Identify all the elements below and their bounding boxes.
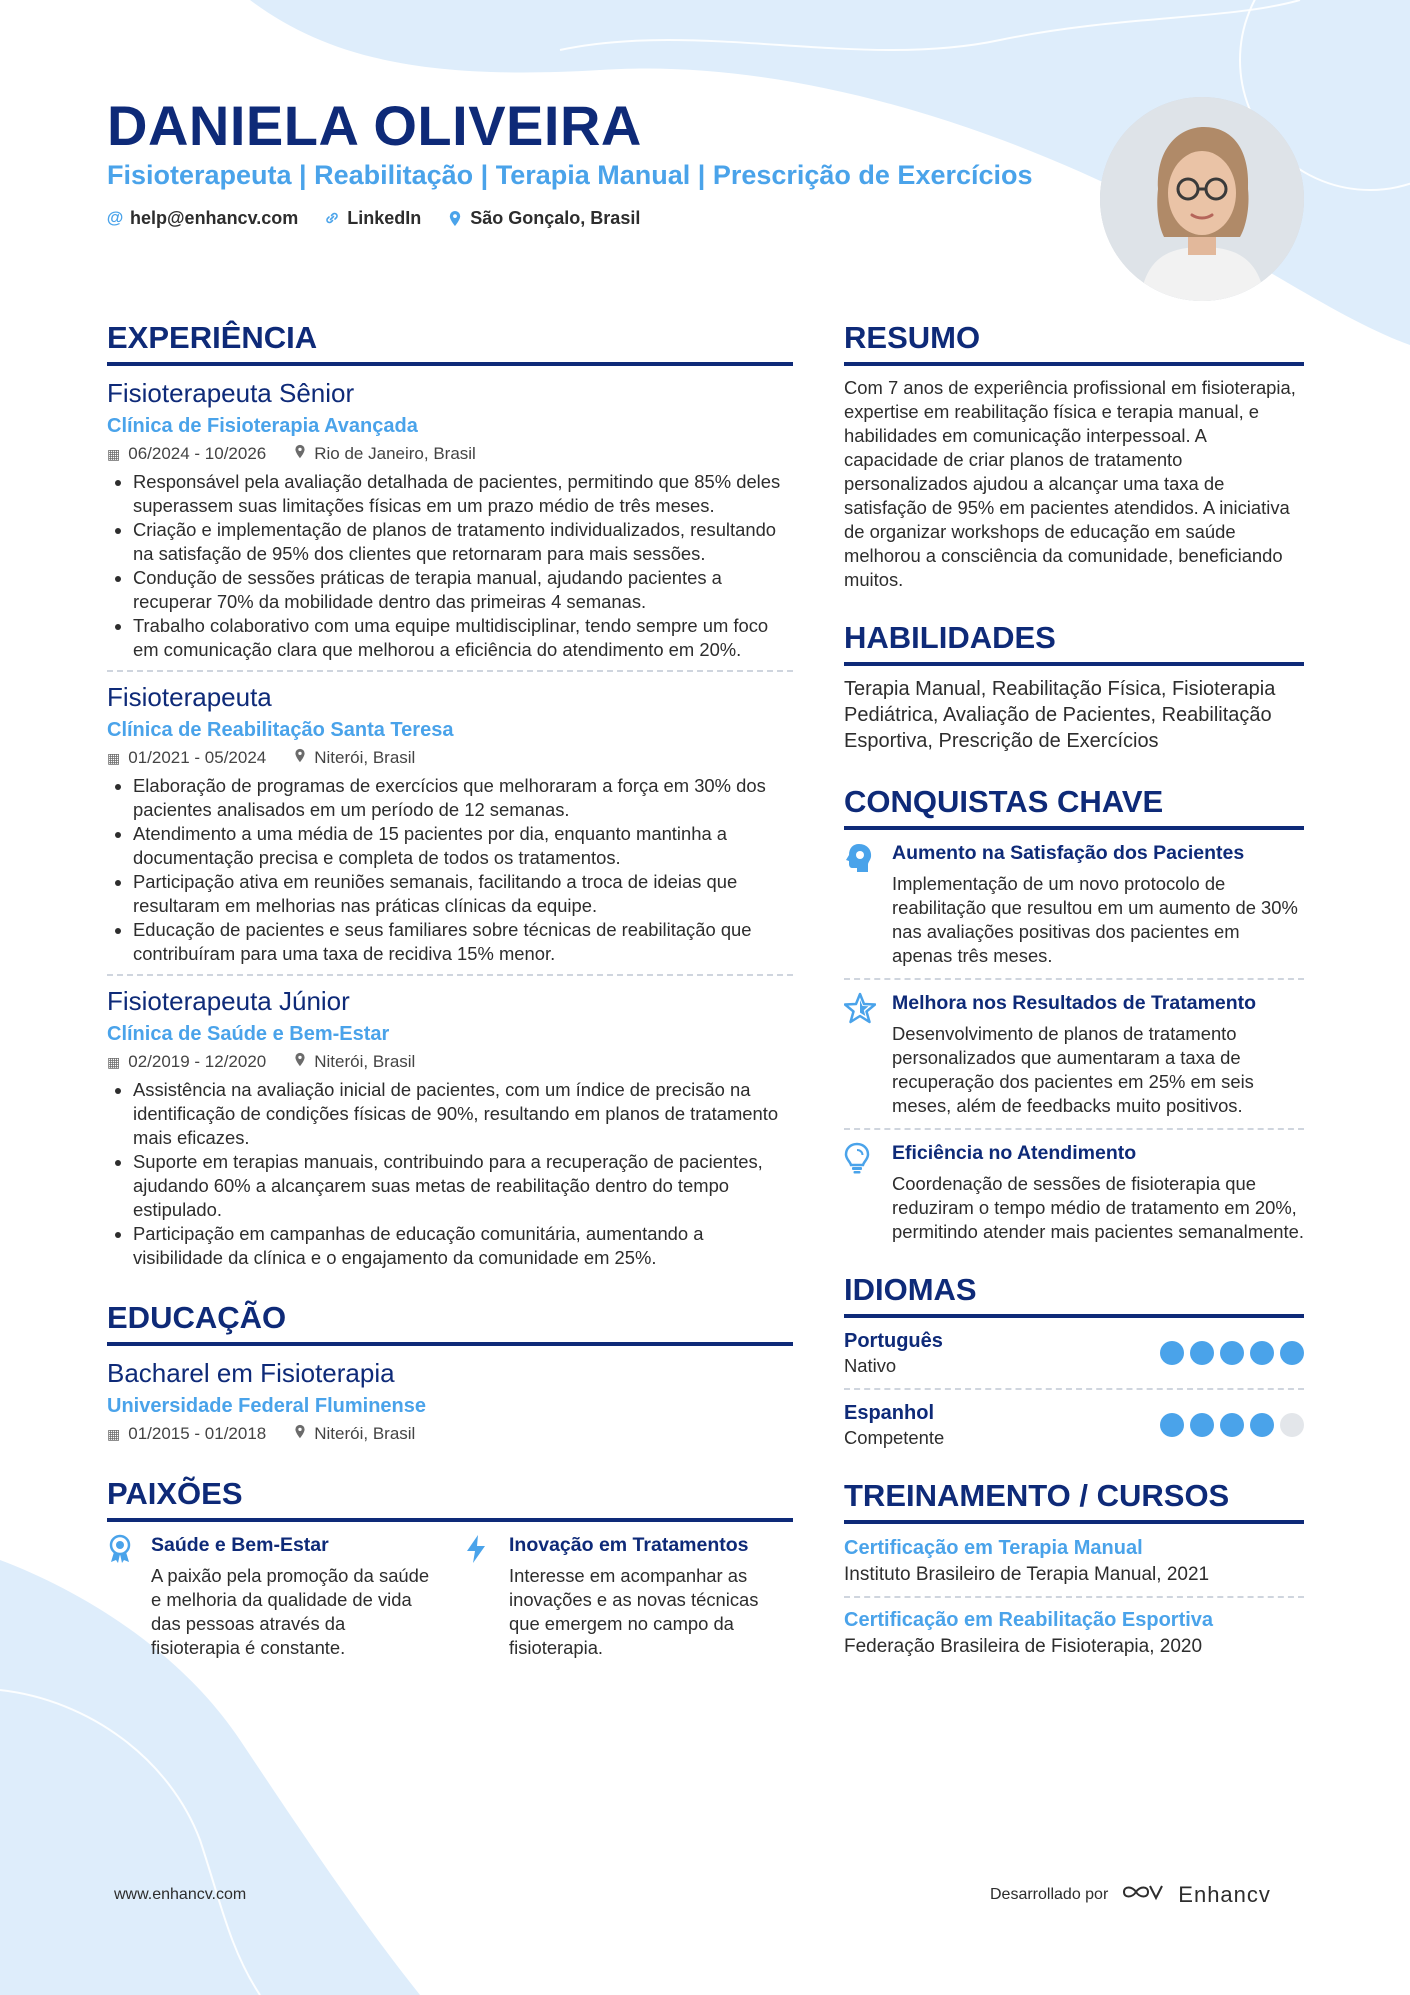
- company-name: Clínica de Reabilitação Santa Teresa: [107, 719, 454, 741]
- calendar-icon: ▦: [107, 446, 121, 462]
- bullet: • Atendimento a uma média de 15 pacientes por dia, enquanto mantinha a documentação precisa e completa de todos os tratamentos.: [133, 822, 793, 870]
- company-name: Clínica de Saúde e Bem-Estar: [107, 1023, 390, 1045]
- brand-name: Enhancv: [1178, 1881, 1271, 1907]
- calendar-icon: ▦: [107, 1426, 121, 1442]
- location-icon: [294, 1422, 306, 1446]
- right-column: [844, 318, 1304, 1660]
- language-level: Competente: [844, 1427, 945, 1448]
- rating-dot: [1160, 1413, 1184, 1437]
- job-title: Fisioterapeuta Sênior: [107, 378, 355, 408]
- education-meta: [107, 1422, 793, 1446]
- enhancv-logo-icon: [1120, 1880, 1166, 1909]
- contact-linkedin[interactable]: [324, 206, 421, 230]
- location-icon: [294, 442, 306, 466]
- divider: [844, 978, 1304, 980]
- powered-by-text: Desarrollado por: [990, 1885, 1109, 1903]
- bullet: • Trabalho colaborativo com uma equipe multidisciplinar, tendo sempre um foco em comunicação clara que melhorou a eficiência do atendimento em 20%.: [133, 614, 793, 662]
- bullet: • Criação e implementação de planos de tratamento individualizados, resultando na satisfação de 95% dos clientes que retornaram para mais sessões.: [133, 518, 793, 566]
- bullet: • Participação em campanhas de educação comunitária, aumentando a visibilidade da clínica e o engajamento da comunidade em 25%.: [133, 1222, 793, 1270]
- skills-text: Terapia Manual, Reabilitação Física, Fisioterapia Pediátrica, Avaliação de Pacientes, Reabilitação Esportiva, Prescrição de Exercícios: [844, 678, 1276, 752]
- job-dates: 06/2024 - 10/2026: [128, 444, 267, 463]
- experience-title: EXPERIÊNCIA: [107, 318, 793, 366]
- rating-dot: [1190, 1341, 1214, 1365]
- job-title: Fisioterapeuta: [107, 682, 272, 712]
- language-rating: [1160, 1413, 1304, 1437]
- job-entry: [107, 680, 793, 966]
- achievements-title: CONQUISTAS CHAVE: [844, 782, 1304, 830]
- link-icon: [324, 210, 340, 226]
- job-location: Rio de Janeiro, Brasil: [314, 444, 476, 463]
- passion-desc: A paixão pela promoção da saúde e melhoria da qualidade de vida das pessoas através da fisioterapia é constante.: [151, 1565, 430, 1658]
- rating-dot: [1250, 1341, 1274, 1365]
- passion-desc: Interesse em acompanhar as inovações e as novas técnicas que emergem no campo da fisioterapia.: [509, 1565, 759, 1658]
- medal-icon: [107, 1532, 135, 1660]
- bullet: • Assistência na avaliação inicial de pacientes, com um índice de precisão na identificação de condições físicas de 90%, resultando em planos de tratamento mais eficazes.: [133, 1078, 793, 1150]
- language-item: [844, 1328, 1304, 1378]
- course-item: [844, 1606, 1304, 1660]
- rating-dot: [1160, 1341, 1184, 1365]
- summary-text: Com 7 anos de experiência profissional em fisioterapia, expertise em reabilitação física e terapia manual, e habilidades em comunicação interpessoal. A capacidade de criar planos de tratamento personalizados ajudou a alcançar uma taxa de satisfação de 95% em pacientes atendidos. A iniciativa de organizar workshops de educação em saúde melhorou a consciência da comunidade, beneficiando muitos.: [844, 377, 1296, 590]
- achievement-item: [844, 1140, 1304, 1244]
- footer-website[interactable]: www.enhancv.com: [114, 1886, 247, 1903]
- job-title: Fisioterapeuta Júnior: [107, 986, 350, 1016]
- profile-photo: [1100, 97, 1304, 301]
- passion-item: [107, 1532, 435, 1660]
- job-meta: [107, 442, 793, 466]
- bullet: • Elaboração de programas de exercícios que melhoraram a força em 30% dos pacientes analisados em um período de 12 semanas.: [133, 774, 793, 822]
- achievement-desc: Coordenação de sessões de fisioterapia que reduziram o tempo médio de tratamento em 20%, permitindo atender mais pacientes semanalmente.: [892, 1173, 1304, 1242]
- rating-dot: [1280, 1413, 1304, 1437]
- bullet: • Educação de pacientes e seus familiares sobre técnicas de reabilitação que contribuíram para uma taxa de recidiva 15% menor.: [133, 918, 793, 966]
- course-institution: Instituto Brasileiro de Terapia Manual, 2021: [844, 1564, 1210, 1585]
- footer-branding: [990, 1880, 1271, 1909]
- job-bullets: [107, 774, 793, 966]
- achievement-title: Aumento na Satisfação dos Pacientes: [892, 842, 1245, 864]
- achievement-item: [844, 990, 1304, 1118]
- education-dates: 01/2015 - 01/2018: [128, 1424, 267, 1443]
- rating-dot: [1250, 1413, 1274, 1437]
- job-dates: 01/2021 - 05/2024: [128, 748, 267, 767]
- bullet: • Condução de sessões práticas de terapia manual, ajudando pacientes a recuperar 70% da mobilidade dentro das primeiras 4 semanas.: [133, 566, 793, 614]
- bullet: • Participação ativa em reuniões semanais, facilitando a troca de ideias que resultaram em melhorias nas práticas clínicas da equipe.: [133, 870, 793, 918]
- education-title: EDUCAÇÃO: [107, 1298, 793, 1346]
- job-bullets: [107, 470, 793, 662]
- job-meta: [107, 1050, 793, 1074]
- languages-title: IDIOMAS: [844, 1270, 1304, 1318]
- contact-list: [107, 206, 640, 230]
- bullet: • Responsável pela avaliação detalhada de pacientes, permitindo que 85% deles superassem suas limitações físicas em um prazo médio de três meses.: [133, 470, 793, 518]
- contact-email[interactable]: [107, 206, 298, 230]
- divider: [844, 1128, 1304, 1130]
- education-entry: [107, 1356, 793, 1446]
- job-meta: [107, 746, 793, 770]
- course-title: Certificação em Terapia Manual: [844, 1537, 1143, 1559]
- headline: Fisioterapeuta | Reabilitação | Terapia Manual | Prescrição de Exercícios: [107, 160, 1033, 190]
- job-location: Niterói, Brasil: [314, 748, 416, 767]
- degree: Bacharel em Fisioterapia: [107, 1358, 395, 1388]
- star-icon: [844, 990, 878, 1118]
- location-icon: [294, 746, 306, 770]
- rating-dot: [1220, 1341, 1244, 1365]
- contact-location-text: São Gonçalo, Brasil: [470, 208, 641, 228]
- language-level: Nativo: [844, 1355, 897, 1376]
- achievement-item: [844, 840, 1304, 968]
- divider: [107, 670, 793, 672]
- bullet: • Suporte em terapias manuais, contribuindo para a recuperação de pacientes, ajudando 60% a alcançarem suas metas de reabilitação dentro do tempo estipulado.: [133, 1150, 793, 1222]
- divider: [844, 1388, 1304, 1390]
- lightbulb-icon: [844, 1140, 878, 1244]
- passion-title: Inovação em Tratamentos: [509, 1534, 749, 1556]
- achievement-desc: Desenvolvimento de planos de tratamento personalizados que aumentaram a taxa de recuperação dos pacientes em 25% em seis meses, além de feedbacks muito positivos.: [892, 1023, 1254, 1116]
- contact-linkedin-text: LinkedIn: [347, 208, 422, 228]
- lightning-icon: [465, 1532, 493, 1660]
- contact-location: [447, 206, 640, 230]
- rating-dot: [1280, 1341, 1304, 1365]
- divider: [107, 974, 793, 976]
- company-name: Clínica de Fisioterapia Avançada: [107, 415, 418, 437]
- passion-item: [465, 1532, 793, 1660]
- passions-list: [107, 1532, 793, 1660]
- achievement-title: Melhora nos Resultados de Tratamento: [892, 992, 1257, 1014]
- language-name: Espanhol: [844, 1402, 935, 1424]
- job-location: Niterói, Brasil: [314, 1052, 416, 1071]
- training-title: TREINAMENTO / CURSOS: [844, 1476, 1304, 1524]
- location-icon: [447, 210, 463, 227]
- contact-email-text: help@enhancv.com: [130, 208, 299, 228]
- passion-title: Saúde e Bem-Estar: [151, 1534, 329, 1556]
- language-rating: [1160, 1341, 1304, 1365]
- calendar-icon: ▦: [107, 750, 121, 766]
- course-title: Certificação em Reabilitação Esportiva: [844, 1609, 1214, 1631]
- job-bullets: [107, 1078, 793, 1270]
- language-item: [844, 1400, 1304, 1450]
- language-name: Português: [844, 1330, 943, 1352]
- rating-dot: [1220, 1413, 1244, 1437]
- calendar-icon: ▦: [107, 1054, 121, 1070]
- location-icon: [294, 1050, 306, 1074]
- education-location: Niterói, Brasil: [314, 1424, 416, 1443]
- summary-title: RESUMO: [844, 318, 1304, 366]
- rating-dot: [1190, 1413, 1214, 1437]
- job-entry: [107, 984, 793, 1270]
- job-entry: [107, 376, 793, 662]
- achievement-title: Eficiência no Atendimento: [892, 1142, 1137, 1164]
- candidate-name: DANIELA OLIVEIRA: [107, 94, 642, 157]
- left-column: [107, 318, 793, 1660]
- skills-title: HABILIDADES: [844, 618, 1304, 666]
- course-institution: Federação Brasileira de Fisioterapia, 2020: [844, 1636, 1203, 1657]
- passions-title: PAIXÕES: [107, 1474, 793, 1522]
- achievement-desc: Implementação de um novo protocolo de reabilitação que resultou em um aumento de 30% nas avaliações positivas dos pacientes em apenas três meses.: [892, 873, 1298, 966]
- head-icon: [844, 840, 878, 968]
- at-icon: @: [106, 208, 124, 227]
- job-dates: 02/2019 - 12/2020: [128, 1052, 267, 1071]
- divider: [844, 1596, 1304, 1598]
- school-name: Universidade Federal Fluminense: [107, 1395, 426, 1417]
- course-item: [844, 1534, 1304, 1588]
